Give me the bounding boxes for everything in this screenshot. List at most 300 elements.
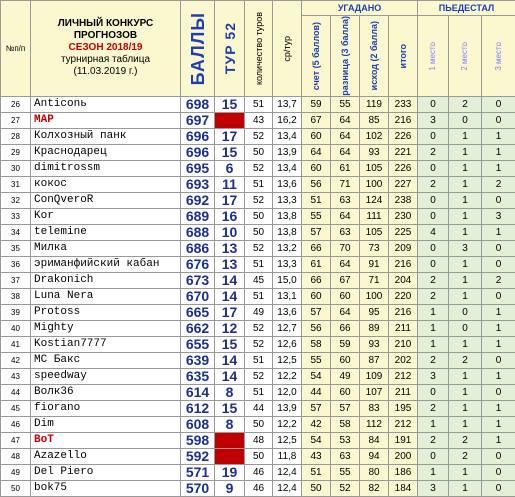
row-number: 36 bbox=[1, 256, 31, 272]
place1-cell: 3 bbox=[418, 112, 449, 128]
tour-cell: 14 bbox=[215, 368, 245, 384]
diff-cell: 60 bbox=[331, 384, 360, 400]
row-number: 32 bbox=[1, 192, 31, 208]
tours-count-cell: 50 bbox=[245, 416, 273, 432]
subtitle: турнирная таблица bbox=[31, 54, 180, 66]
participant-name: Del Piero bbox=[31, 464, 181, 480]
place3-cell: 1 bbox=[482, 336, 515, 352]
outcome-cell: 105 bbox=[360, 160, 389, 176]
score-cell: 59 bbox=[302, 96, 331, 112]
score-header: счет (5 баллов) bbox=[302, 16, 331, 97]
place3-cell: 0 bbox=[482, 384, 515, 400]
place2-cell: 1 bbox=[449, 400, 482, 416]
score-cell: 64 bbox=[302, 144, 331, 160]
points-cell: 673 bbox=[181, 272, 215, 288]
tours-count-cell: 48 bbox=[245, 432, 273, 448]
avg-cell: 13,4 bbox=[273, 160, 302, 176]
diff-cell: 55 bbox=[331, 96, 360, 112]
participant-name: Краснодарец bbox=[31, 144, 181, 160]
score-cell: 60 bbox=[302, 288, 331, 304]
place1-cell: 0 bbox=[418, 240, 449, 256]
tours-count-cell: 50 bbox=[245, 208, 273, 224]
participant-name: BoT bbox=[31, 432, 181, 448]
tours-count-cell: 52 bbox=[245, 240, 273, 256]
tours-count-cell: 51 bbox=[245, 288, 273, 304]
participant-name: Anticonь bbox=[31, 96, 181, 112]
score-cell: 44 bbox=[302, 384, 331, 400]
total-cell: 212 bbox=[389, 416, 418, 432]
points-cell: 695 bbox=[181, 160, 215, 176]
place3-cell: 0 bbox=[482, 240, 515, 256]
outcome-cell: 100 bbox=[360, 176, 389, 192]
outcome-cell: 93 bbox=[360, 144, 389, 160]
podium-group-header: ПЬЕДЕСТАЛ bbox=[418, 1, 515, 16]
row-number: 33 bbox=[1, 208, 31, 224]
outcome-cell: 82 bbox=[360, 480, 389, 496]
table-row bbox=[1, 208, 515, 224]
tour-cell bbox=[215, 112, 245, 128]
outcome-cell: 100 bbox=[360, 288, 389, 304]
diff-cell: 49 bbox=[331, 368, 360, 384]
score-cell: 57 bbox=[302, 304, 331, 320]
tour-cell: 17 bbox=[215, 192, 245, 208]
place1-cell: 0 bbox=[418, 192, 449, 208]
total-cell: 184 bbox=[389, 480, 418, 496]
avg-cell: 15,0 bbox=[273, 272, 302, 288]
points-cell: 635 bbox=[181, 368, 215, 384]
place3-cell: 0 bbox=[482, 480, 515, 496]
avg-cell: 12,7 bbox=[273, 320, 302, 336]
outcome-cell: 73 bbox=[360, 240, 389, 256]
place3-cell: 2 bbox=[482, 176, 515, 192]
total-cell: 210 bbox=[389, 336, 418, 352]
place1-cell: 2 bbox=[418, 400, 449, 416]
place2-cell: 1 bbox=[449, 256, 482, 272]
diff-cell: 64 bbox=[331, 144, 360, 160]
diff-cell: 57 bbox=[331, 400, 360, 416]
table-row bbox=[1, 432, 515, 448]
row-number: 40 bbox=[1, 320, 31, 336]
score-cell: 54 bbox=[302, 368, 331, 384]
place2-cell: 0 bbox=[449, 304, 482, 320]
tours-count-cell: 52 bbox=[245, 160, 273, 176]
total-cell: 230 bbox=[389, 208, 418, 224]
total-cell: 209 bbox=[389, 240, 418, 256]
participant-name: Mighty bbox=[31, 320, 181, 336]
row-number: 29 bbox=[1, 144, 31, 160]
table-row bbox=[1, 352, 515, 368]
avg-cell: 13,3 bbox=[273, 256, 302, 272]
tour-cell: 19 bbox=[215, 464, 245, 480]
avg-header: ср/тур bbox=[273, 1, 302, 97]
tours-count-cell: 46 bbox=[245, 464, 273, 480]
diff-cell: 64 bbox=[331, 128, 360, 144]
points-cell: 676 bbox=[181, 256, 215, 272]
diff-cell: 67 bbox=[331, 272, 360, 288]
score-cell: 67 bbox=[302, 112, 331, 128]
table-row bbox=[1, 304, 515, 320]
avg-cell: 13,9 bbox=[273, 144, 302, 160]
table-row bbox=[1, 400, 515, 416]
avg-cell: 12,4 bbox=[273, 464, 302, 480]
tours-count-cell: 50 bbox=[245, 144, 273, 160]
score-cell: 60 bbox=[302, 128, 331, 144]
avg-cell: 13,6 bbox=[273, 304, 302, 320]
points-cell: 608 bbox=[181, 416, 215, 432]
tours-count-cell: 43 bbox=[245, 112, 273, 128]
place3-cell: 0 bbox=[482, 256, 515, 272]
row-number: 28 bbox=[1, 128, 31, 144]
tour-cell: 8 bbox=[215, 384, 245, 400]
diff-cell: 60 bbox=[331, 352, 360, 368]
tour-header: ТУР 52 bbox=[215, 1, 245, 97]
score-cell: 50 bbox=[302, 480, 331, 496]
row-number: 45 bbox=[1, 400, 31, 416]
place3-cell: 1 bbox=[482, 400, 515, 416]
tours-count-cell: 45 bbox=[245, 272, 273, 288]
points-cell: 592 bbox=[181, 448, 215, 464]
participant-name: Kostian7777 bbox=[31, 336, 181, 352]
avg-cell: 12,6 bbox=[273, 336, 302, 352]
points-cell: 662 bbox=[181, 320, 215, 336]
place1-cell: 1 bbox=[418, 304, 449, 320]
participant-name: Luna Nera bbox=[31, 288, 181, 304]
place1-cell: 0 bbox=[418, 448, 449, 464]
row-number: 49 bbox=[1, 464, 31, 480]
diff-cell: 66 bbox=[331, 320, 360, 336]
points-cell: 598 bbox=[181, 432, 215, 448]
place2-cell: 2 bbox=[449, 448, 482, 464]
total-cell: 221 bbox=[389, 144, 418, 160]
row-number: 42 bbox=[1, 352, 31, 368]
outcome-cell: 91 bbox=[360, 256, 389, 272]
participant-name: Drakonich bbox=[31, 272, 181, 288]
score-cell: 51 bbox=[302, 192, 331, 208]
place2-cell: 2 bbox=[449, 352, 482, 368]
table-row bbox=[1, 464, 515, 480]
tour-cell: 14 bbox=[215, 288, 245, 304]
guessed-group-header: УГАДАНО bbox=[302, 1, 418, 16]
table-row bbox=[1, 192, 515, 208]
place2-cell: 1 bbox=[449, 272, 482, 288]
table-row bbox=[1, 448, 515, 464]
row-number: 44 bbox=[1, 384, 31, 400]
score-cell: 54 bbox=[302, 432, 331, 448]
tours-count-cell: 44 bbox=[245, 400, 273, 416]
place3-cell: 1 bbox=[482, 368, 515, 384]
tours-count-cell: 50 bbox=[245, 448, 273, 464]
place3-cell: 0 bbox=[482, 192, 515, 208]
tour-cell: 14 bbox=[215, 352, 245, 368]
place1-cell: 1 bbox=[418, 336, 449, 352]
points-cell: 655 bbox=[181, 336, 215, 352]
place3-cell: 1 bbox=[482, 160, 515, 176]
table-row bbox=[1, 416, 515, 432]
diff-cell: 64 bbox=[331, 208, 360, 224]
score-cell: 57 bbox=[302, 224, 331, 240]
place3-cell: 1 bbox=[482, 304, 515, 320]
tour-cell: 15 bbox=[215, 96, 245, 112]
row-number: 26 bbox=[1, 96, 31, 112]
avg-cell: 12,2 bbox=[273, 368, 302, 384]
points-cell: 692 bbox=[181, 192, 215, 208]
place2-header: 2 место bbox=[449, 16, 482, 97]
row-number: 50 bbox=[1, 480, 31, 496]
total-cell: 211 bbox=[389, 384, 418, 400]
row-number: 39 bbox=[1, 304, 31, 320]
avg-cell: 12,4 bbox=[273, 480, 302, 496]
outcome-cell: 87 bbox=[360, 352, 389, 368]
tours-count-cell: 52 bbox=[245, 336, 273, 352]
tours-count-header: количество туров bbox=[245, 1, 273, 97]
place1-header: 1 место bbox=[418, 16, 449, 97]
score-cell: 51 bbox=[302, 464, 331, 480]
place2-cell: 1 bbox=[449, 368, 482, 384]
outcome-cell: 107 bbox=[360, 384, 389, 400]
num-header: №п/п bbox=[1, 1, 31, 97]
points-cell: 689 bbox=[181, 208, 215, 224]
outcome-cell: 119 bbox=[360, 96, 389, 112]
outcome-header: исход (2 балла) bbox=[360, 16, 389, 97]
table-row bbox=[1, 336, 515, 352]
outcome-cell: 112 bbox=[360, 416, 389, 432]
total-cell: 204 bbox=[389, 272, 418, 288]
participant-name: bok75 bbox=[31, 480, 181, 496]
tour-cell: 15 bbox=[215, 400, 245, 416]
points-cell: 670 bbox=[181, 288, 215, 304]
total-cell: 225 bbox=[389, 224, 418, 240]
tours-count-cell: 50 bbox=[245, 224, 273, 240]
place2-cell: 1 bbox=[449, 208, 482, 224]
total-cell: 233 bbox=[389, 96, 418, 112]
place1-cell: 0 bbox=[418, 256, 449, 272]
tour-cell: 15 bbox=[215, 336, 245, 352]
total-cell: 195 bbox=[389, 400, 418, 416]
avg-cell: 13,3 bbox=[273, 192, 302, 208]
table-row bbox=[1, 384, 515, 400]
tours-count-cell: 51 bbox=[245, 176, 273, 192]
outcome-cell: 71 bbox=[360, 272, 389, 288]
diff-cell: 61 bbox=[331, 160, 360, 176]
tours-count-cell: 49 bbox=[245, 304, 273, 320]
outcome-cell: 102 bbox=[360, 128, 389, 144]
place1-cell: 2 bbox=[418, 176, 449, 192]
season-label: СЕЗОН 2018/19 bbox=[31, 42, 180, 54]
outcome-cell: 89 bbox=[360, 320, 389, 336]
place2-cell: 1 bbox=[449, 464, 482, 480]
score-cell: 57 bbox=[302, 400, 331, 416]
title-line1: ЛИЧНЫЙ КОНКУРС bbox=[31, 18, 180, 30]
total-cell: 186 bbox=[389, 464, 418, 480]
tour-cell: 8 bbox=[215, 416, 245, 432]
score-cell: 55 bbox=[302, 208, 331, 224]
points-cell: 639 bbox=[181, 352, 215, 368]
outcome-cell: 85 bbox=[360, 112, 389, 128]
points-cell: 570 bbox=[181, 480, 215, 496]
diff-cell: 71 bbox=[331, 176, 360, 192]
points-cell: 665 bbox=[181, 304, 215, 320]
tour-cell: 12 bbox=[215, 320, 245, 336]
total-cell: 202 bbox=[389, 352, 418, 368]
diff-cell: 64 bbox=[331, 112, 360, 128]
tour-cell: 9 bbox=[215, 480, 245, 496]
points-cell: 612 bbox=[181, 400, 215, 416]
table-row bbox=[1, 368, 515, 384]
score-cell: 60 bbox=[302, 160, 331, 176]
avg-cell: 13,6 bbox=[273, 176, 302, 192]
table-row bbox=[1, 176, 515, 192]
table-row bbox=[1, 240, 515, 256]
tours-count-cell: 52 bbox=[245, 368, 273, 384]
outcome-cell: 105 bbox=[360, 224, 389, 240]
place3-cell: 0 bbox=[482, 448, 515, 464]
row-number: 34 bbox=[1, 224, 31, 240]
place1-cell: 2 bbox=[418, 144, 449, 160]
place1-cell: 2 bbox=[418, 352, 449, 368]
place3-cell: 0 bbox=[482, 112, 515, 128]
outcome-cell: 84 bbox=[360, 432, 389, 448]
total-header: итого bbox=[389, 16, 418, 97]
table-row bbox=[1, 224, 515, 240]
total-cell: 216 bbox=[389, 304, 418, 320]
participant-name: MC Бакс bbox=[31, 352, 181, 368]
points-cell: 688 bbox=[181, 224, 215, 240]
tour-cell: 14 bbox=[215, 272, 245, 288]
place1-cell: 3 bbox=[418, 480, 449, 496]
avg-cell: 13,2 bbox=[273, 240, 302, 256]
row-number: 37 bbox=[1, 272, 31, 288]
row-number: 41 bbox=[1, 336, 31, 352]
place2-cell: 1 bbox=[449, 192, 482, 208]
diff-cell: 59 bbox=[331, 336, 360, 352]
total-cell: 216 bbox=[389, 256, 418, 272]
diff-cell: 53 bbox=[331, 432, 360, 448]
place2-cell: 1 bbox=[449, 336, 482, 352]
diff-cell: 55 bbox=[331, 464, 360, 480]
tours-count-cell: 51 bbox=[245, 96, 273, 112]
place3-cell: 0 bbox=[482, 96, 515, 112]
row-number: 35 bbox=[1, 240, 31, 256]
title-line2: ПРОГНОЗОВ bbox=[31, 30, 180, 42]
outcome-cell: 93 bbox=[360, 336, 389, 352]
avg-cell: 13,4 bbox=[273, 128, 302, 144]
diff-cell: 64 bbox=[331, 256, 360, 272]
total-cell: 211 bbox=[389, 320, 418, 336]
tours-count-cell: 46 bbox=[245, 480, 273, 496]
place3-cell: 0 bbox=[482, 464, 515, 480]
row-number: 47 bbox=[1, 432, 31, 448]
place2-cell: 1 bbox=[449, 288, 482, 304]
points-cell: 696 bbox=[181, 144, 215, 160]
avg-cell: 11,8 bbox=[273, 448, 302, 464]
tours-count-cell: 52 bbox=[245, 128, 273, 144]
score-cell: 42 bbox=[302, 416, 331, 432]
avg-cell: 13,8 bbox=[273, 208, 302, 224]
avg-cell: 13,9 bbox=[273, 400, 302, 416]
place1-cell: 1 bbox=[418, 464, 449, 480]
row-number: 30 bbox=[1, 160, 31, 176]
participant-name: fiorano bbox=[31, 400, 181, 416]
place1-cell: 0 bbox=[418, 384, 449, 400]
place2-cell: 0 bbox=[449, 320, 482, 336]
score-cell: 56 bbox=[302, 320, 331, 336]
place2-cell: 1 bbox=[449, 480, 482, 496]
tours-count-cell: 51 bbox=[245, 256, 273, 272]
outcome-cell: 111 bbox=[360, 208, 389, 224]
score-cell: 61 bbox=[302, 256, 331, 272]
avg-cell: 12,5 bbox=[273, 432, 302, 448]
diff-cell: 70 bbox=[331, 240, 360, 256]
avg-cell: 12,2 bbox=[273, 416, 302, 432]
score-cell: 55 bbox=[302, 352, 331, 368]
place3-cell: 1 bbox=[482, 320, 515, 336]
outcome-cell: 95 bbox=[360, 304, 389, 320]
place2-cell: 1 bbox=[449, 416, 482, 432]
score-cell: 58 bbox=[302, 336, 331, 352]
participant-name: dimitrossm bbox=[31, 160, 181, 176]
diff-cell: 63 bbox=[331, 448, 360, 464]
place1-cell: 2 bbox=[418, 288, 449, 304]
place2-cell: 1 bbox=[449, 224, 482, 240]
participant-name: Волк36 bbox=[31, 384, 181, 400]
avg-cell: 13,7 bbox=[273, 96, 302, 112]
table-row bbox=[1, 128, 515, 144]
row-number: 48 bbox=[1, 448, 31, 464]
date-label: (11.03.2019 г.) bbox=[31, 66, 180, 78]
outcome-cell: 83 bbox=[360, 400, 389, 416]
total-cell: 226 bbox=[389, 160, 418, 176]
tour-cell: 10 bbox=[215, 224, 245, 240]
place2-cell: 1 bbox=[449, 144, 482, 160]
place1-cell: 0 bbox=[418, 96, 449, 112]
tour-cell: 13 bbox=[215, 240, 245, 256]
place2-cell: 2 bbox=[449, 96, 482, 112]
place2-cell: 1 bbox=[449, 128, 482, 144]
total-cell: 212 bbox=[389, 368, 418, 384]
tour-cell: 13 bbox=[215, 256, 245, 272]
place2-cell: 2 bbox=[449, 432, 482, 448]
diff-header: разница (3 балла) bbox=[331, 16, 360, 97]
tours-count-cell: 51 bbox=[245, 352, 273, 368]
tours-count-cell: 52 bbox=[245, 320, 273, 336]
place1-cell: 2 bbox=[418, 272, 449, 288]
total-cell: 220 bbox=[389, 288, 418, 304]
tour-cell bbox=[215, 448, 245, 464]
row-number: 46 bbox=[1, 416, 31, 432]
points-header: БАЛЛЫ bbox=[181, 1, 215, 97]
participant-name: Колхозный панк bbox=[31, 128, 181, 144]
tour-cell: 6 bbox=[215, 160, 245, 176]
place3-cell: 1 bbox=[482, 144, 515, 160]
score-cell: 66 bbox=[302, 272, 331, 288]
diff-cell: 63 bbox=[331, 224, 360, 240]
place1-cell: 0 bbox=[418, 160, 449, 176]
total-cell: 227 bbox=[389, 176, 418, 192]
diff-cell: 60 bbox=[331, 288, 360, 304]
total-cell: 226 bbox=[389, 128, 418, 144]
place3-cell: 0 bbox=[482, 288, 515, 304]
participant-name: ConQveroR bbox=[31, 192, 181, 208]
tour-cell: 16 bbox=[215, 208, 245, 224]
points-cell: 614 bbox=[181, 384, 215, 400]
participant-name: Azazello bbox=[31, 448, 181, 464]
avg-cell: 12,0 bbox=[273, 384, 302, 400]
place1-cell: 1 bbox=[418, 320, 449, 336]
tour-cell: 17 bbox=[215, 304, 245, 320]
place2-cell: 1 bbox=[449, 176, 482, 192]
points-cell: 696 bbox=[181, 128, 215, 144]
outcome-cell: 109 bbox=[360, 368, 389, 384]
